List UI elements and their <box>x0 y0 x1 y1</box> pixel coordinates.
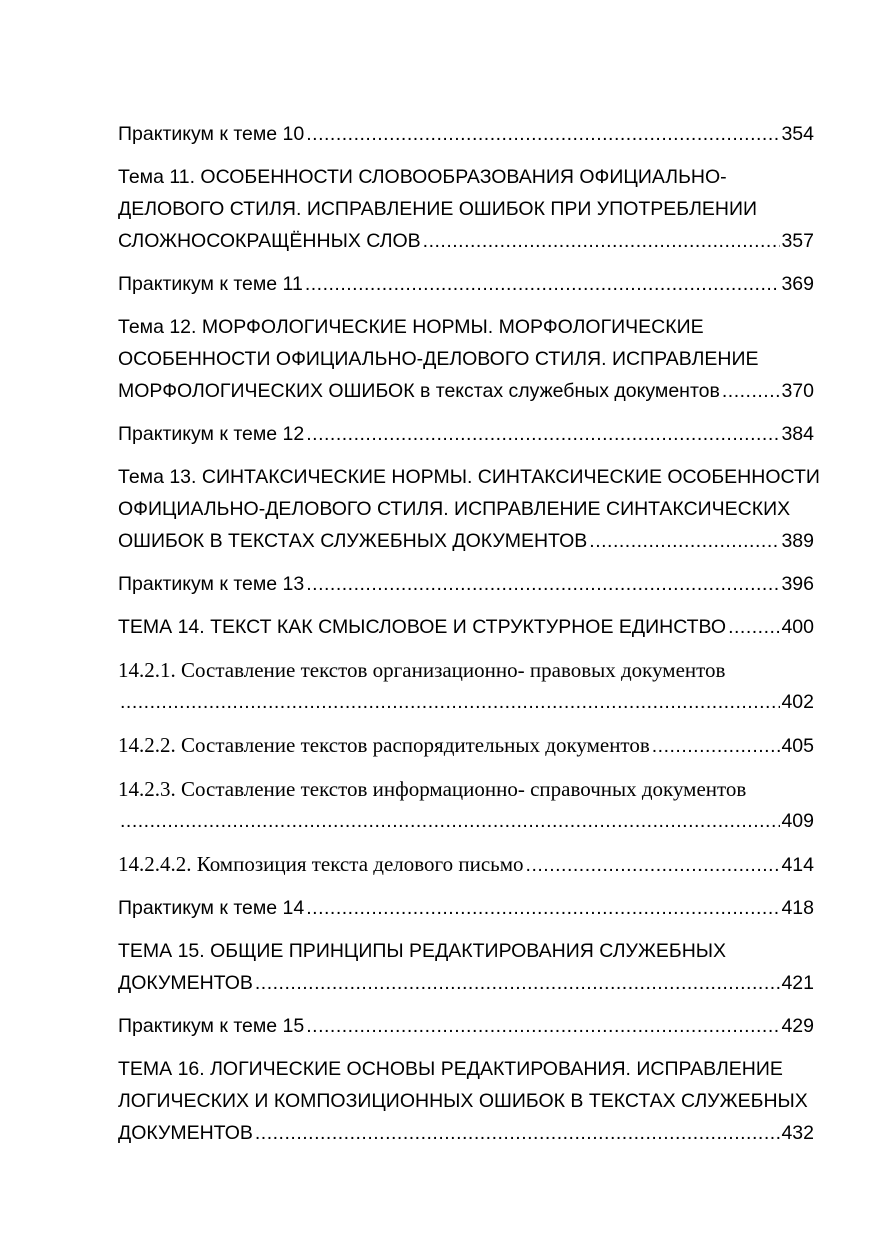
page-number: 357 <box>781 230 814 252</box>
page-number: 370 <box>781 380 814 402</box>
dot-leader <box>306 1010 780 1042</box>
page-number: 400 <box>781 616 814 638</box>
toc-entry[interactable] <box>118 773 814 837</box>
page-number: 409 <box>781 810 814 832</box>
toc-entry-title-line: ОСОБЕННОСТИ ОФИЦИАЛЬНО-ДЕЛОВОГО СТИЛЯ. ИСПРАВЛЕНИЕ <box>118 348 759 370</box>
toc-entry-title-line: 14.2.3. Составление текстов информационно- справочных документов <box>118 777 747 801</box>
page-number: 405 <box>781 735 814 757</box>
page-number: 414 <box>781 854 814 876</box>
toc-entry-last-line <box>118 967 814 999</box>
toc-entry-title-line: ТЕМА 15. ОБЩИЕ ПРИНЦИПЫ РЕДАКТИРОВАНИЯ СЛУЖЕБНЫХ <box>118 940 727 962</box>
toc-entry-last-line <box>118 418 814 450</box>
page-number: 429 <box>781 1015 814 1037</box>
toc-entry-title: Практикум к теме 12 <box>118 423 305 445</box>
page-number: 421 <box>781 972 814 994</box>
toc-entry[interactable] <box>118 311 814 407</box>
dot-leader <box>722 375 781 407</box>
toc-entry-last-line <box>118 268 814 300</box>
toc-entry[interactable] <box>118 1053 814 1149</box>
toc-entry[interactable] <box>118 161 814 257</box>
dot-leader <box>306 892 780 924</box>
dot-leader <box>652 730 781 762</box>
toc-entry[interactable] <box>118 268 814 300</box>
dot-leader <box>589 525 780 557</box>
toc-entry-title-line: Тема 11. ОСОБЕННОСТИ СЛОВООБРАЗОВАНИЯ ОФИЦИАЛЬНО- <box>118 166 727 188</box>
toc-entry-last-line <box>118 1010 814 1042</box>
toc-entry[interactable] <box>118 461 820 557</box>
page-number: 402 <box>781 691 814 713</box>
dot-leader <box>306 418 780 450</box>
page-number: 384 <box>781 423 814 445</box>
toc-entry[interactable] <box>118 935 814 999</box>
toc-entry[interactable] <box>118 848 814 881</box>
dot-leader <box>423 225 781 257</box>
dot-leader <box>255 967 781 999</box>
dot-leader <box>728 611 780 643</box>
toc-entry-last-line <box>118 729 814 762</box>
dot-leader <box>526 849 781 881</box>
dot-leader <box>306 118 780 150</box>
toc-entry[interactable] <box>118 118 814 150</box>
toc-entry-title: Практикум к теме 13 <box>118 573 305 595</box>
dot-leader <box>120 686 780 718</box>
toc-entry-last-line <box>118 686 814 718</box>
toc-entry-title: Практикум к теме 14 <box>118 897 305 919</box>
toc-entry-title-line: ЛОГИЧЕСКИХ И КОМПОЗИЦИОННЫХ ОШИБОК В ТЕКСТАХ СЛУЖЕБНЫХ <box>118 1090 808 1112</box>
dot-leader <box>305 268 781 300</box>
toc-entry[interactable] <box>118 568 814 600</box>
toc-entry[interactable] <box>118 1010 814 1042</box>
toc-entry[interactable] <box>118 654 814 718</box>
toc-entry-last-line <box>118 611 814 643</box>
toc-entry-title: СЛОЖНОСОКРАЩЁННЫХ СЛОВ <box>118 230 421 252</box>
toc-entry-title: 14.2.2. Составление текстов распорядительных документов <box>118 733 650 757</box>
toc-entry-title-line: Тема 13. СИНТАКСИЧЕСКИЕ НОРМЫ. СИНТАКСИЧЕСКИЕ ОСОБЕННОСТИ <box>118 466 820 488</box>
toc-entry-last-line <box>118 525 814 557</box>
toc-entry-last-line <box>118 848 814 881</box>
toc-entry-title: ДОКУМЕНТОВ <box>118 972 253 994</box>
toc-entry-title-line: ТЕМА 16. ЛОГИЧЕСКИЕ ОСНОВЫ РЕДАКТИРОВАНИЯ. ИСПРАВЛЕНИЕ <box>118 1058 783 1080</box>
dot-leader <box>120 805 780 837</box>
toc-entry-title-line: ОФИЦИАЛЬНО-ДЕЛОВОГО СТИЛЯ. ИСПРАВЛЕНИЕ СИНТАКСИЧЕСКИХ <box>118 498 791 520</box>
toc-entry-title: 14.2.4.2. Композиция текста делового письмо <box>118 852 524 876</box>
dot-leader <box>255 1117 781 1149</box>
toc-entry-title: МОРФОЛОГИЧЕСКИХ ОШИБОК в текстах служебных документов <box>118 380 720 402</box>
page-number: 354 <box>781 123 814 145</box>
page-number: 389 <box>781 530 814 552</box>
toc-entry-last-line <box>118 1117 814 1149</box>
toc-entry-title-line: ДЕЛОВОГО СТИЛЯ. ИСПРАВЛЕНИЕ ОШИБОК ПРИ УПОТРЕБЛЕНИИ <box>118 198 758 220</box>
page-number: 432 <box>781 1122 814 1144</box>
toc-entry-last-line <box>118 118 814 150</box>
toc-entry-title: ДОКУМЕНТОВ <box>118 1122 253 1144</box>
toc-entry[interactable] <box>118 892 814 924</box>
toc-entry-title: ОШИБОК В ТЕКСТАХ СЛУЖЕБНЫХ ДОКУМЕНТОВ <box>118 530 588 552</box>
toc-entry-title: Практикум к теме 15 <box>118 1015 305 1037</box>
table-of-contents <box>118 118 820 1160</box>
toc-entry[interactable] <box>118 729 814 762</box>
page-number: 396 <box>781 573 814 595</box>
toc-entry-last-line <box>118 892 814 924</box>
toc-entry[interactable] <box>118 418 814 450</box>
page-number: 369 <box>781 273 814 295</box>
page-number: 418 <box>781 897 814 919</box>
toc-entry-last-line <box>118 568 814 600</box>
toc-entry-last-line <box>118 225 814 257</box>
toc-entry-last-line <box>118 805 814 837</box>
toc-entry-title: ТЕМА 14. ТЕКСТ КАК СМЫСЛОВОЕ И СТРУКТУРНОЕ ЕДИНСТВО <box>118 616 727 638</box>
dot-leader <box>306 568 780 600</box>
toc-entry[interactable] <box>118 611 814 643</box>
toc-entry-title: Практикум к теме 11 <box>118 273 303 295</box>
toc-entry-last-line <box>118 375 814 407</box>
toc-entry-title: Практикум к теме 10 <box>118 123 305 145</box>
toc-entry-title-line: 14.2.1. Составление текстов организационно- правовых документов <box>118 658 726 682</box>
toc-entry-title-line: Тема 12. МОРФОЛОГИЧЕСКИЕ НОРМЫ. МОРФОЛОГИЧЕСКИЕ <box>118 316 704 338</box>
